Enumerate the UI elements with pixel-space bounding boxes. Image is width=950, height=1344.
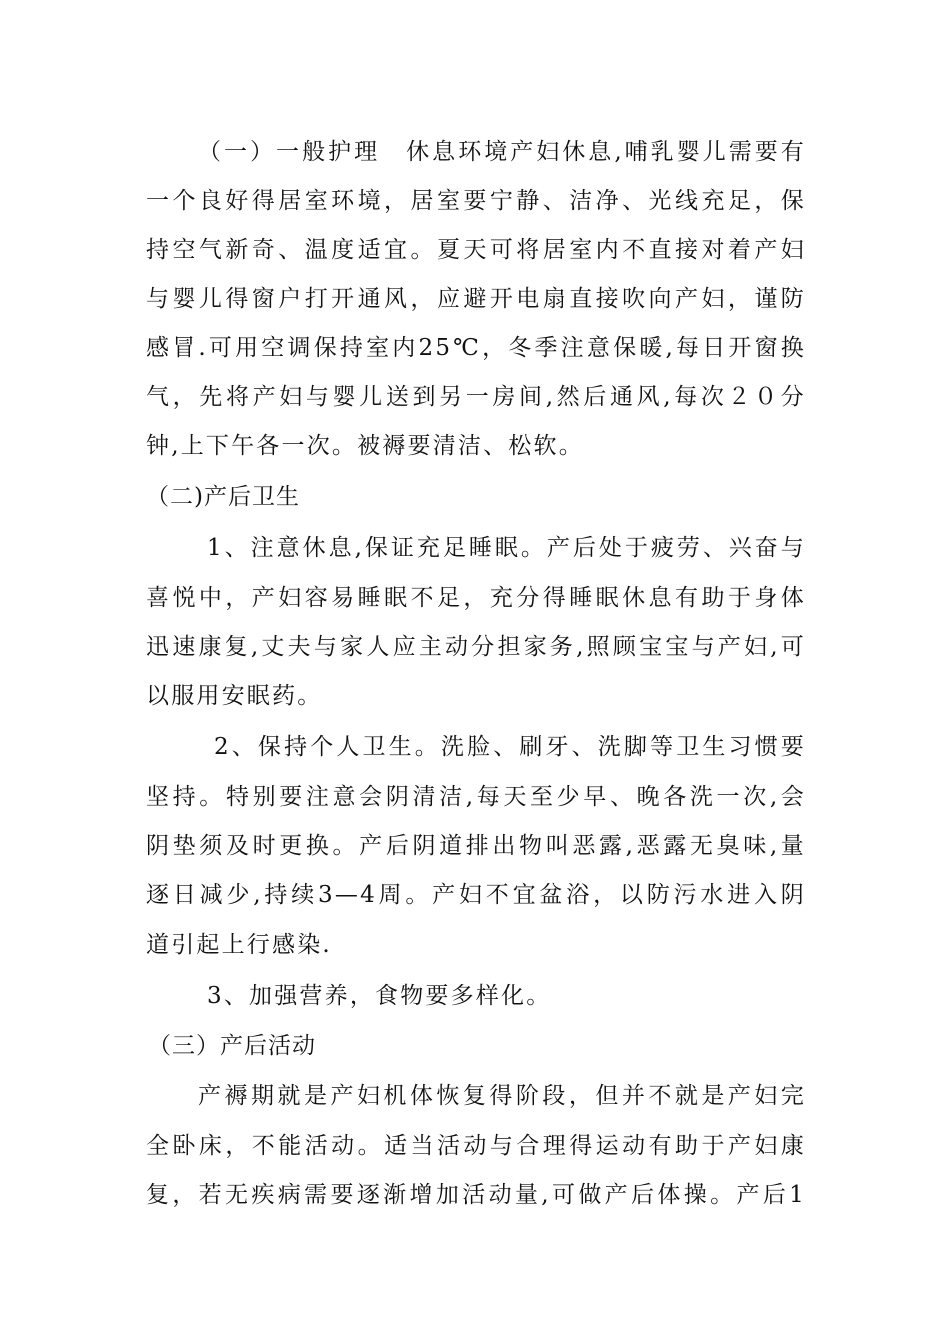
paragraph-1-line-3: 持空气新奇、温度适宜。夏天可将居室内不直接对着产妇 — [146, 237, 806, 263]
paragraph-1-line-2: 一个良好得居室环境，居室要宁静、洁净、光线充足，保 — [146, 188, 806, 214]
paragraph-1-line-5: 感冒.可用空调保持室内25℃，冬季注意保暖,每日开窗换 — [146, 335, 806, 361]
item-2-line-2: 坚持。特别要注意会阴清洁,每天至少早、晚各洗一次,会 — [146, 784, 806, 810]
paragraph-1-line-7: 钟,上下午各一次。被褥要清洁、松软。 — [146, 433, 584, 459]
item-1-line-3: 迅速康复,丈夫与家人应主动分担家务,照顾宝宝与产妇,可 — [146, 634, 806, 660]
item-2-line-3: 阴垫须及时更换。产后阴道排出物叫恶露,恶露无臭味,量 — [146, 833, 806, 859]
paragraph-1-line-4: 与婴儿得窗户打开通风，应避开电扇直接吹向产妇，谨防 — [146, 286, 806, 312]
paragraph-1-line-1: （一）一般护理 休息环境产妇休息,哺乳婴儿需要有 — [198, 139, 806, 165]
paragraph-3-line-3: 复，若无疾病需要逐渐增加活动量,可做产后体操。产后1 — [146, 1182, 806, 1208]
paragraph-1-line-6: 气，先将产妇与婴儿送到另一房间,然后通风,每次２０分 — [146, 384, 806, 410]
item-3-line-1: 3、加强营养，食物要多样化。 — [207, 983, 552, 1009]
item-2-line-1: 2、保持个人卫生。洗脸、刷牙、洗脚等卫生习惯要 — [214, 734, 806, 760]
item-2-line-4: 逐日减少,持续3—4周。产妇不宜盆浴，以防污水进入阴 — [146, 882, 806, 908]
item-1-line-1: 1、注意休息,保证充足睡眠。产后处于疲劳、兴奋与 — [207, 535, 806, 561]
paragraph-3-line-2: 全卧床，不能活动。适当活动与合理得运动有助于产妇康 — [146, 1133, 806, 1159]
item-1-line-2: 喜悦中，产妇容易睡眠不足，充分得睡眠休息有助于身体 — [146, 585, 806, 611]
paragraph-3-line-1: 产褥期就是产妇机体恢复得阶段，但并不就是产妇完 — [198, 1083, 806, 1109]
section-heading-3: （三）产后活动 — [148, 1033, 316, 1059]
item-2-line-5: 道引起上行感染. — [146, 932, 332, 958]
item-1-line-4: 以服用安眠药。 — [146, 683, 323, 709]
section-heading-2: （二)产后卫生 — [146, 484, 300, 510]
